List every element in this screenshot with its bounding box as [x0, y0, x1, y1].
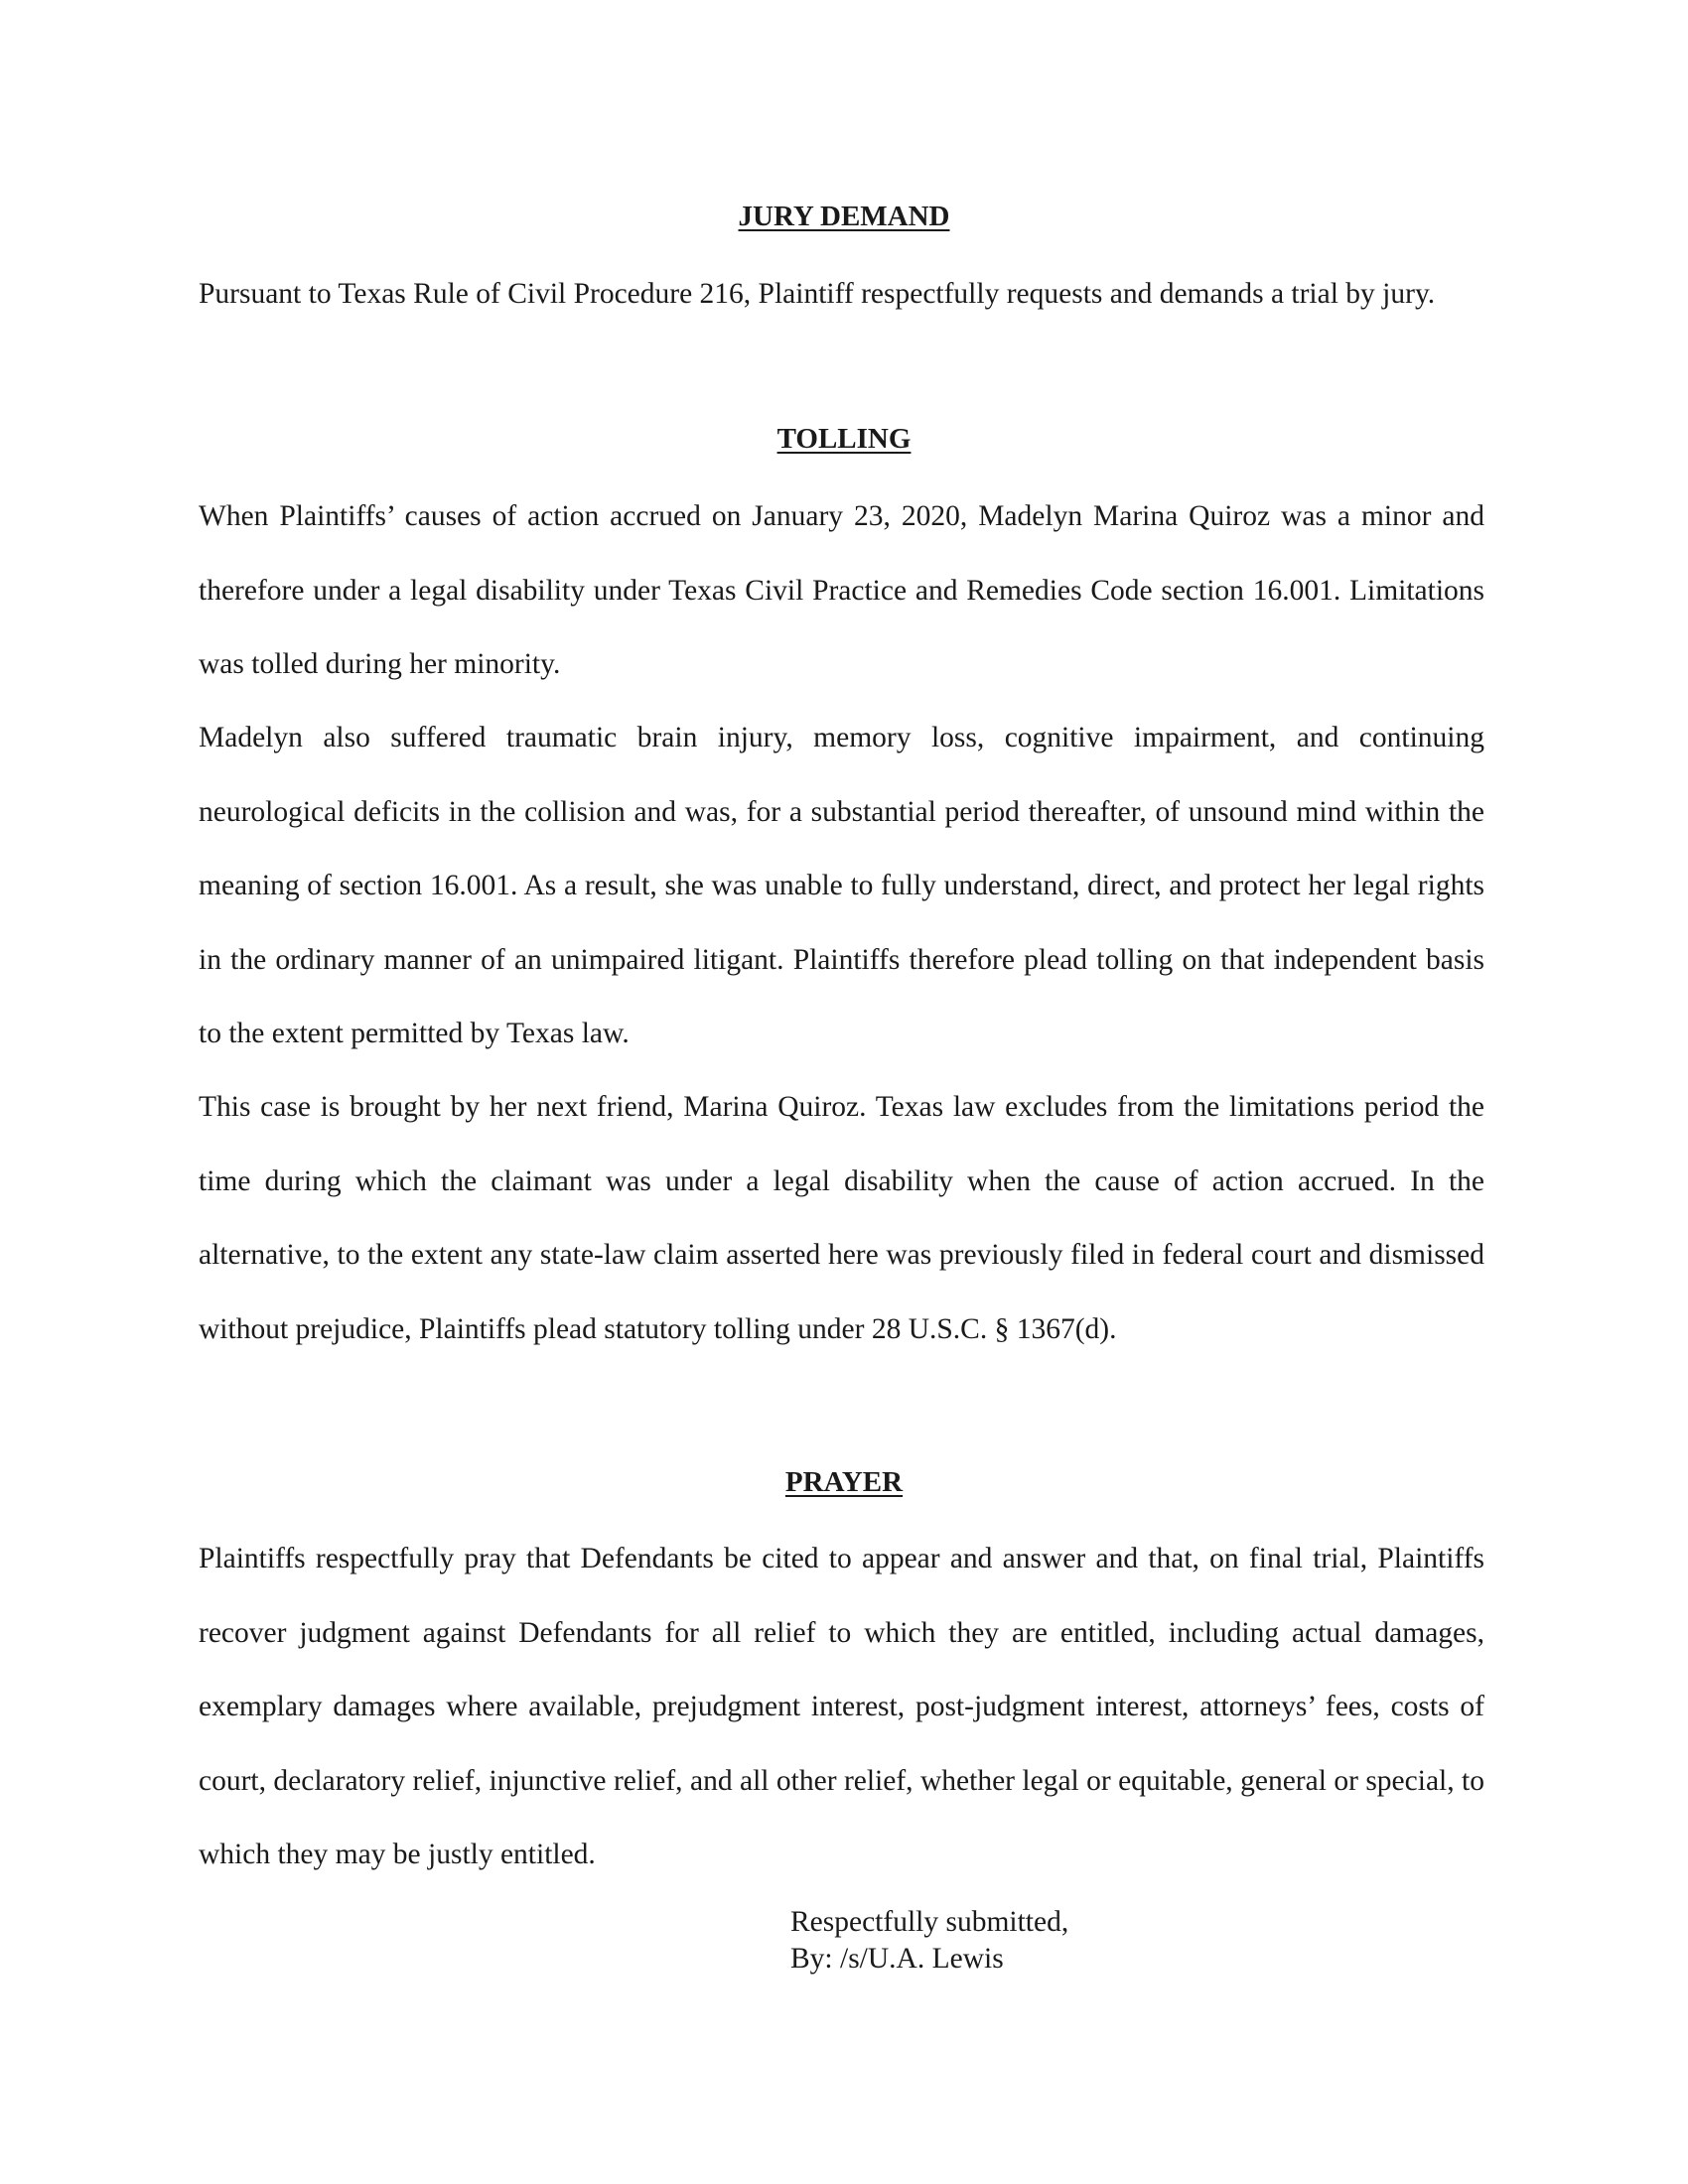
signature-closing: Respectfully submitted,	[790, 1906, 1069, 1938]
prayer-paragraph: Plaintiffs respectfully pray that Defendants be cited to appear and answer and that, on final trial, Plaintiffs recover judgment against Defendants for all relief to which they are entitled, including actual damages, exemplary damages where available, prejudgment interest, post-judgment interest, attorneys’ fees, costs of court, declaratory relief, injunctive relief, and all other relief, whether legal or equitable, general or special, to which they may be justly entitled.	[199, 1543, 1484, 1870]
prayer-heading: PRAYER	[784, 1466, 904, 1498]
signature-signed-by: By: /s/U.A. Lewis	[790, 1943, 1004, 1975]
jury-demand-heading: JURY DEMAND	[738, 201, 950, 232]
signature-block	[790, 1904, 1068, 1978]
tolling-paragraph-3: This case is brought by her next friend, Marina Quiroz. Texas law excludes from the limitations period the time during which the claimant was under a legal disability when the cause of action accrued. In the alternative, to the extent any state-law claim asserted here was previously filed in federal court and dismissed without prejudice, Plaintiffs plead statutory tolling under 28 U.S.C. § 1367(d).	[199, 1091, 1484, 1345]
tolling-paragraph-2: Madelyn also suffered traumatic brain injury, memory loss, cognitive impairment, and continuing neurological deficits in the collision and was, for a substantial period thereafter, of unsound mind within the meaning of section 16.001. As a result, she was unable to fully understand, direct, and protect her legal rights in the ordinary manner of an unimpaired litigant. Plaintiffs therefore plead tolling on that independent basis to the extent permitted by Texas law.	[199, 722, 1484, 1049]
jury-demand-paragraph: Pursuant to Texas Rule of Civil Procedure 216, Plaintiff respectfully requests and demands a trial by jury.	[199, 278, 1436, 310]
tolling-heading: TOLLING	[776, 423, 912, 455]
tolling-paragraph-1: When Plaintiffs’ causes of action accrued on January 23, 2020, Madelyn Marina Quiroz was a minor and therefore under a legal disability under Texas Civil Practice and Remedies Code section 16.001. Limitations was tolled during her minority.	[199, 500, 1484, 680]
